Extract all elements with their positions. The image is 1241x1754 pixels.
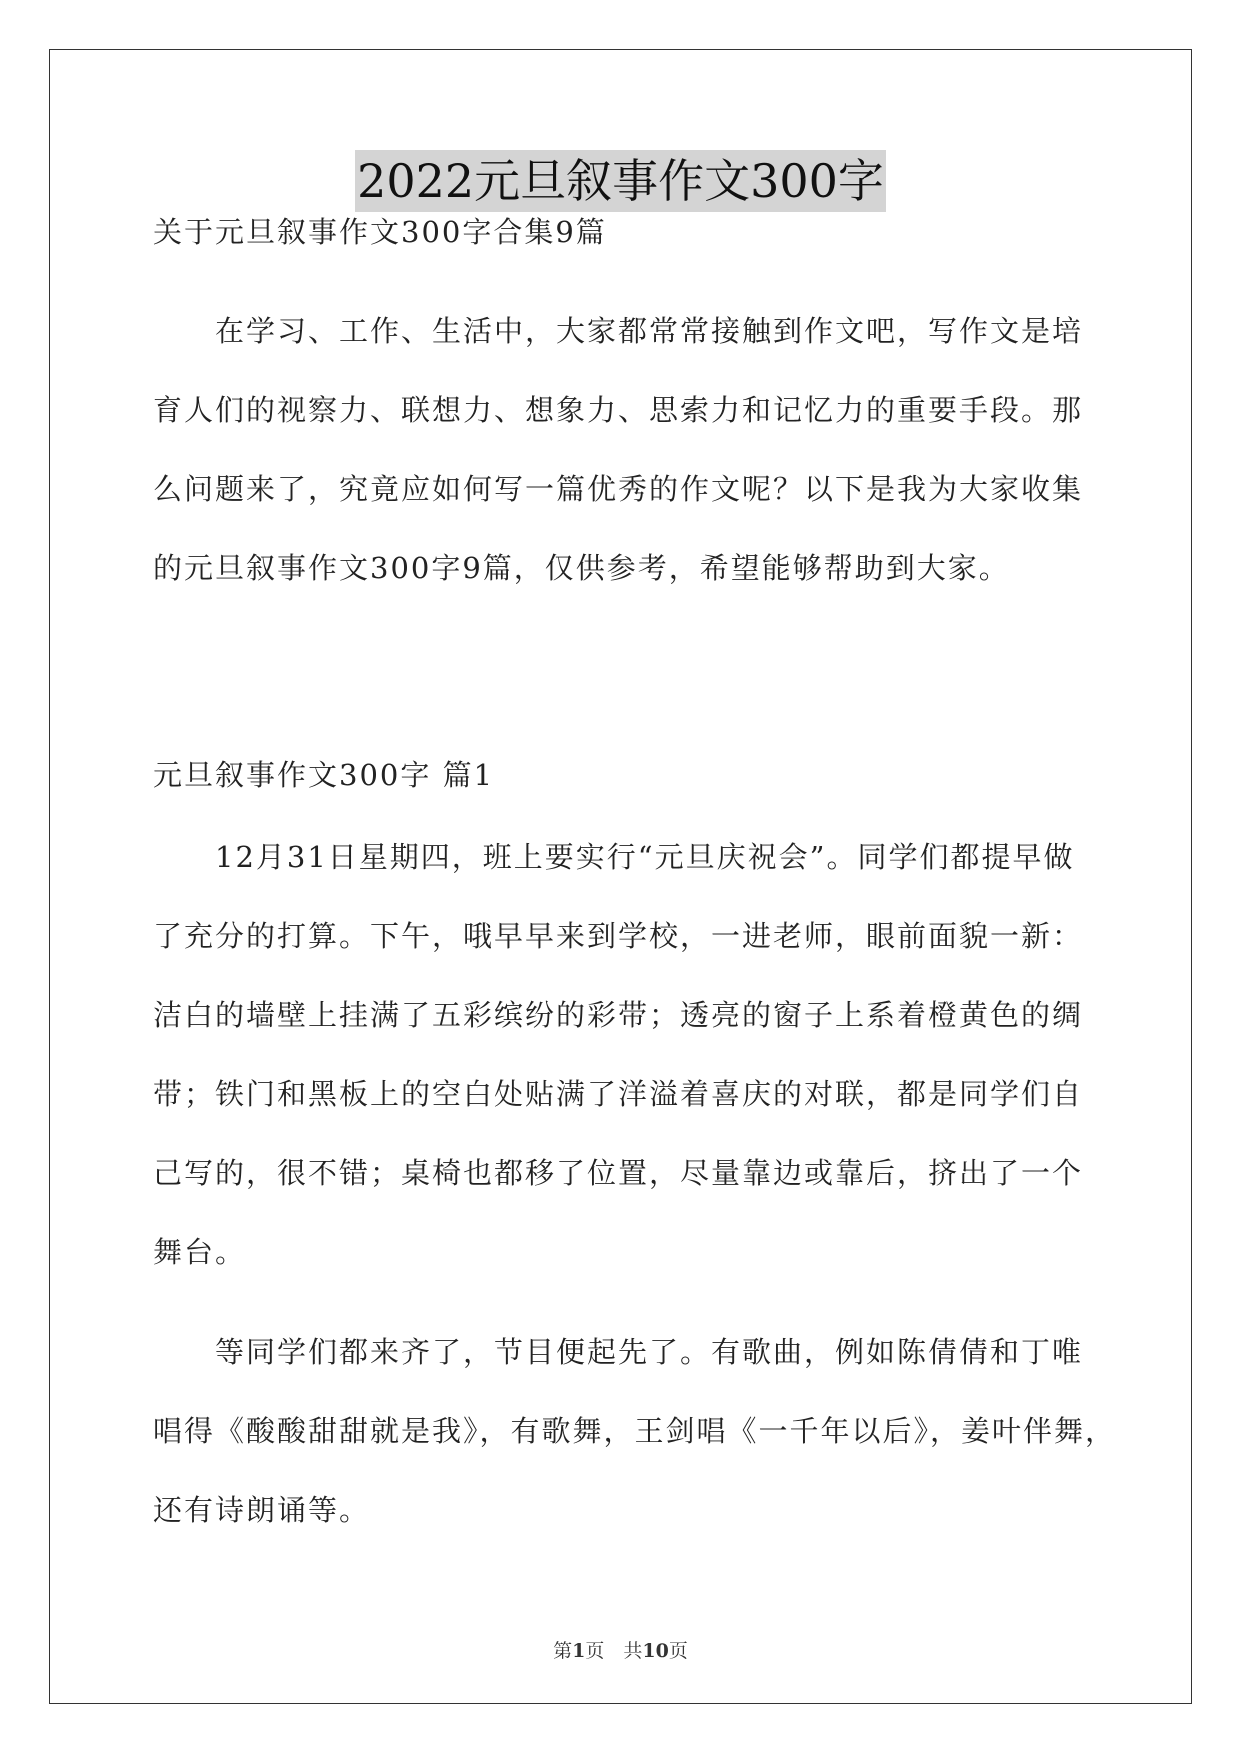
- story-line: 带；铁门和黑板上的空白处贴满了洋溢着喜庆的对联，都是同学们自: [153, 1077, 1084, 1111]
- section-heading: 元旦叙事作文300字 篇1: [153, 758, 495, 792]
- story-line: 了充分的打算。下午，哦早早来到学校，一进老师，眼前面貌一新：: [153, 919, 1084, 953]
- intro-paragraph: [153, 292, 1093, 608]
- story-paragraph-2: [153, 1313, 1117, 1550]
- story-line: 洁白的墙壁上挂满了五彩缤纷的彩带；透亮的窗子上系着橙黄色的绸: [153, 998, 1084, 1032]
- story-line: 等同学们都来齐了，节目便起先了。有歌曲，例如陈倩倩和丁唯: [215, 1335, 1084, 1369]
- intro-line: 在学习、工作、生活中，大家都常常接触到作文吧，写作文是培: [215, 314, 1084, 348]
- footer-suffix: 页: [668, 1640, 688, 1662]
- intro-line: 的元旦叙事作文300字9篇，仅供参考，希望能够帮助到大家。: [153, 551, 1010, 585]
- footer-middle: 页 共: [585, 1640, 643, 1662]
- subtitle: 关于元旦叙事作文300字合集9篇: [153, 215, 607, 249]
- story-line: 唱得《酸酸甜甜就是我》，有歌舞，王剑唱《一千年以后》，姜叶伴舞，: [153, 1414, 1117, 1448]
- story-line: 己写的，很不错；桌椅也都移了位置，尽量靠边或靠后，挤出了一个: [153, 1156, 1084, 1190]
- story-line: 还有诗朗诵等。: [153, 1493, 371, 1527]
- footer-prefix: 第: [553, 1640, 573, 1662]
- title-container: [0, 150, 1241, 212]
- story-paragraph-1: [153, 818, 1093, 1292]
- story-line: 12月31日星期四，班上要实行“元旦庆祝会”。同学们都提早做: [215, 840, 1075, 874]
- story-line: 舞台。: [153, 1235, 247, 1269]
- document-title: 2022元旦叙事作文300字: [355, 150, 886, 212]
- footer-page-number: 1: [572, 1640, 586, 1662]
- page-footer: [0, 1636, 1241, 1663]
- footer-total-pages: 10: [642, 1640, 669, 1662]
- intro-line: 么问题来了，究竟应如何写一篇优秀的作文呢？以下是我为大家收集: [153, 472, 1084, 506]
- intro-line: 育人们的视察力、联想力、想象力、思索力和记忆力的重要手段。那: [153, 393, 1084, 427]
